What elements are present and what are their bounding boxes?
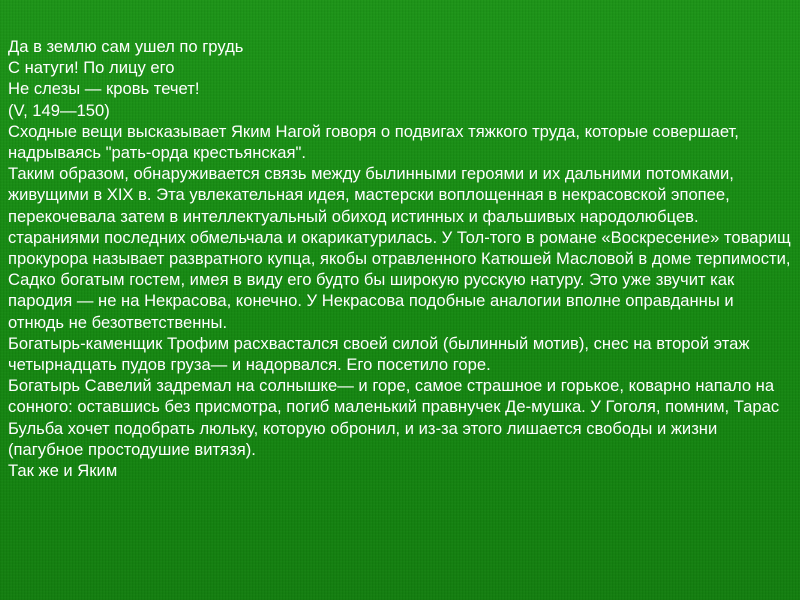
paragraph-yakim: Сходные вещи высказывает Яким Нагой говоря о подвигах тяжкого труда, которые совершает, надрываясь "рать-орда крестьянская". (8, 121, 739, 163)
slide-body-text (8, 36, 793, 481)
paragraph-trofim: Богатырь-каменщик Трофим расхвастался своей силой (былинный мотив), снес на второй этаж четырнадцать пудов груза— и надорвался. Его посетило горе. (8, 333, 750, 375)
citation-line: (V, 149—150) (8, 100, 110, 120)
poem-line-1: Да в землю сам ушел по грудь (8, 37, 244, 56)
poem-line-2: С натуги! По лицу его (8, 58, 175, 78)
closing-line: Так же и Яким (8, 461, 118, 481)
paragraph-saveliy: Богатырь Савелий задремал на солнышке— и горе, самое страшное и горькое, коварно напало на сонного: оставшись без присмотра, погиб маленький правнучек Де-мушка. У Гоголя, помним, Тарас Бульба хочет подобрать люльку, которую обронил, и из-за этого лишается свободы и жизни (пагубное простодушие витязя). (8, 376, 780, 459)
paragraph-connection: Таким образом, обнаруживается связь между былинными героями и их дальними потомками, живущими в XIX в. Эта увлекательная идея, мастерски воплощенная в некрасовской эпопее, перекочевала затем в интеллектуальный обиход истинных и фальшивых народолюбцев. стараниями последних обмельчала и окарикатурилась. У Тол-того в романе «Воскресение» товарищ прокурора называет развратного купца, якобы отравленного Катюшей Масловой в доме терпимости, Садко богатым гостем, имея в виду его будто бы широкую русскую натуру. Это уже звучит как пародия — не на Некрасова, конечно. У Некрасова подобные аналогии вполне оправданны и отнюдь не безответственны. (8, 164, 791, 332)
poem-line-3: Не слезы — кровь течет! (8, 79, 200, 99)
